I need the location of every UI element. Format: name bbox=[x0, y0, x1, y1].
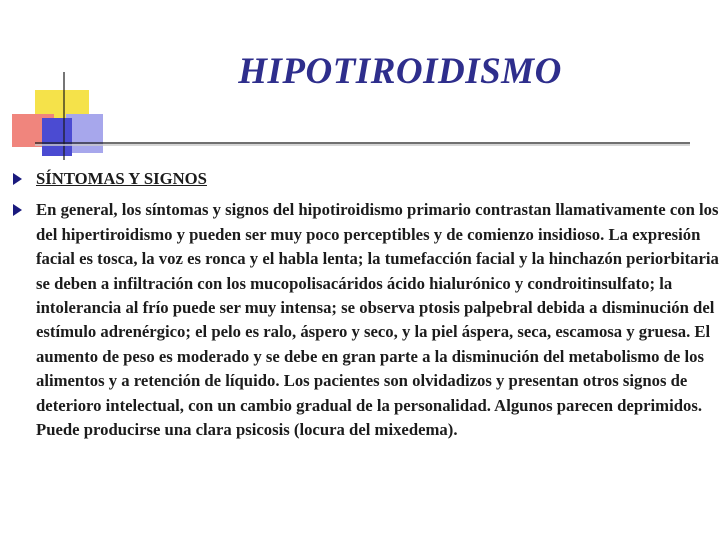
bullet-item-body bbox=[12, 198, 720, 442]
bullet-body-text: En general, los síntomas y signos del hipotiroidismo primario contrastan llamativamente con los del hipertiroidismo y pueden ser muy poco perceptibles y de comienzo insidioso. La expresión facial es tosca, la voz es ronca y el habla lenta; la tumefacción facial y la hinchazón periorbitaria se deben a infiltración con los mucopolisacáridos ácido hialurónico y condroitinsulfato; la intolerancia al frío puede ser muy intensa; se observa ptosis palpebral debida a disminución del estímulo adrenérgico; el pelo es ralo, áspero y seco, y la piel áspera, seca, escamosa y gruesa. El aumento de peso es moderado y se debe en gran parte a la disminución del metabolismo de los alimentos y a retención de líquido. Los pacientes son olvidadizos y presentan otros signos de deterioro intelectual, con un cambio gradual de la personalidad. Algunos parecen deprimidos. Puede producirse una clara psicosis (locura del mixedema). bbox=[36, 200, 719, 440]
bullet-heading-text: SÍNTOMAS Y SIGNOS bbox=[36, 169, 207, 188]
slide-content bbox=[12, 167, 720, 442]
bullet-item-heading bbox=[12, 167, 720, 191]
blue-square bbox=[42, 118, 72, 156]
bullet-arrow-icon bbox=[13, 204, 22, 216]
slide-title: HIPOTIROIDISMO bbox=[238, 51, 562, 92]
bullet-arrow-icon bbox=[13, 173, 22, 185]
